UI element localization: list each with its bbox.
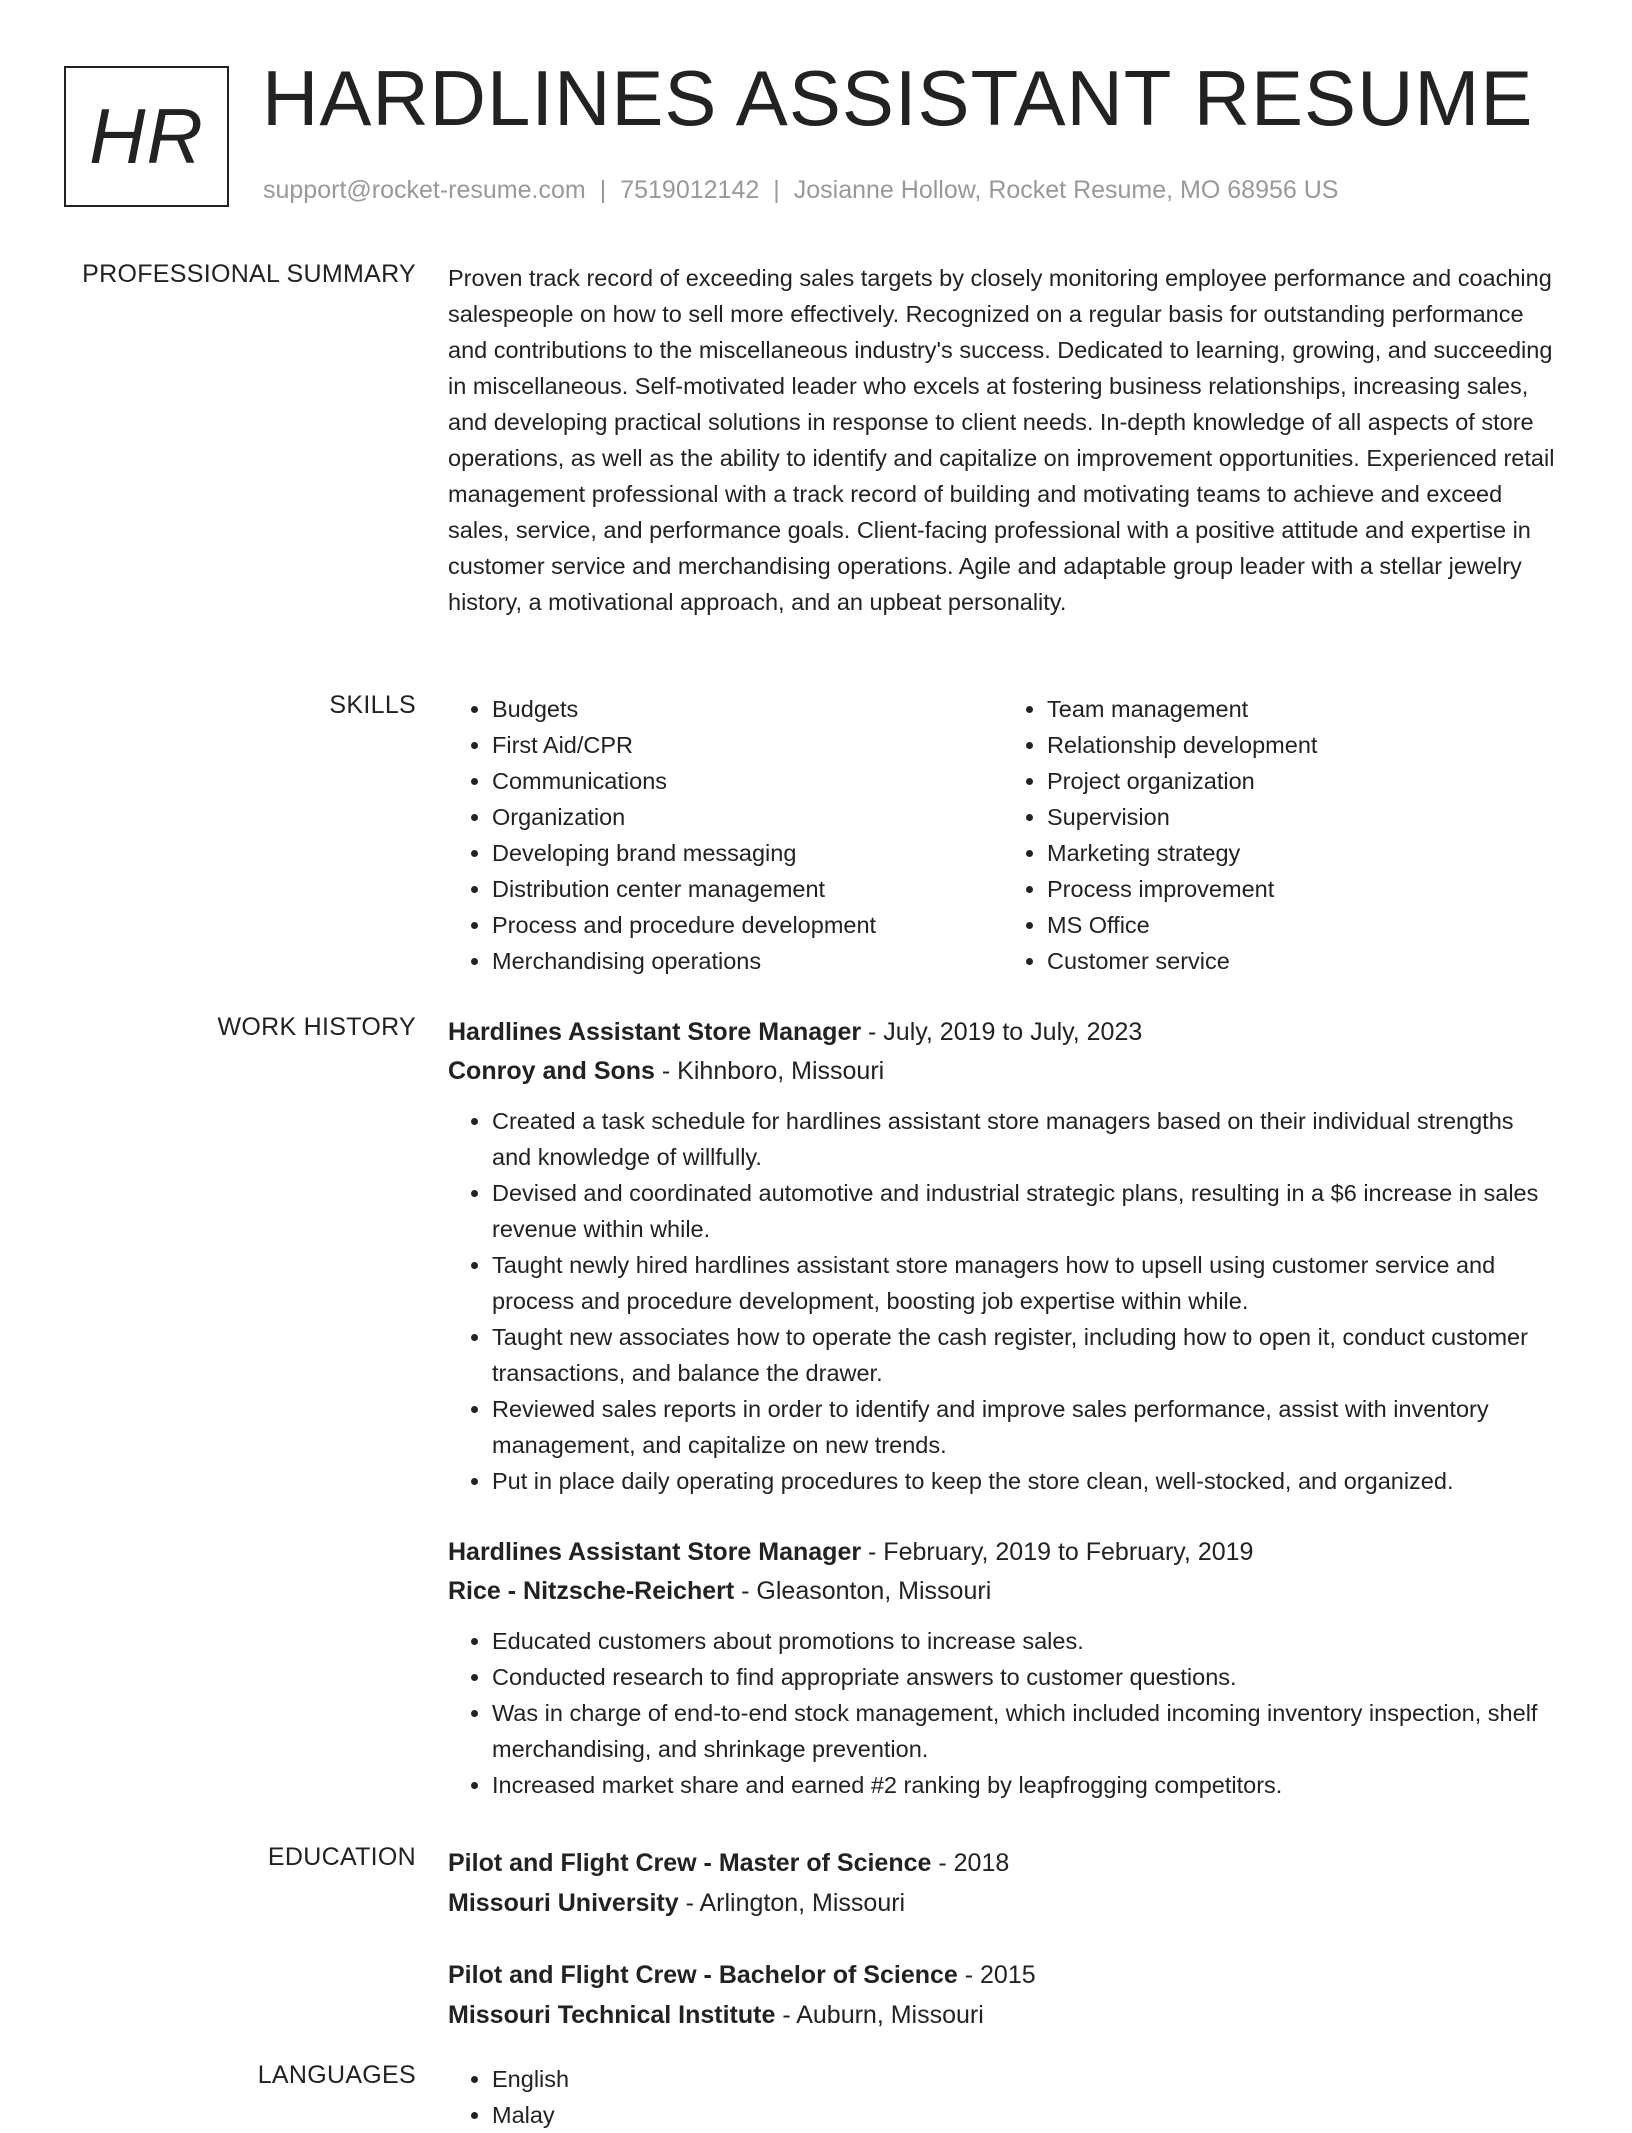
education-entry [448,1843,1558,1923]
job-title: Hardlines Assistant Store Manager [448,1538,862,1566]
skill-item: • Relationship development [1047,727,1558,763]
job-company-line [448,1052,1558,1091]
skills-list-right [1003,691,1558,979]
job-bullet: • Put in place daily operating procedures to keep the store clean, well-stocked, and organized. [492,1463,1558,1499]
section-label-work: WORK HISTORY [217,1013,416,1041]
education-location: - Auburn, Missouri [775,2001,984,2029]
section-label-skills: SKILLS [329,691,416,719]
job-bullet: • Created a task schedule for hardlines assistant store managers based on their individual strengths and knowledge of willfully. [492,1103,1558,1175]
job-bullets [448,1623,1558,1803]
resume-title: HARDLINES ASSISTANT RESUME [262,54,1534,142]
job-bullet: • Educated customers about promotions to increase sales. [492,1623,1558,1659]
job-bullet: • Was in charge of end-to-end stock management, which included incoming inventory inspection, shelf merchandising, and shrinkage prevention. [492,1695,1558,1767]
section-label-languages: LANGUAGES [257,2061,416,2089]
skill-item: • Process and procedure development [492,907,1003,943]
job-entry [448,1013,1558,1499]
skills-list-left [448,691,1003,979]
education-location: - Arlington, Missouri [678,1889,906,1917]
skill-item: • Process improvement [1047,871,1558,907]
skill-item: • Customer service [1047,943,1558,979]
education-degree: Pilot and Flight Crew - Master of Science [448,1849,932,1877]
skill-item: • Communications [492,763,1003,799]
skills-body [448,691,1558,979]
skill-item: • Team management [1047,691,1558,727]
education-degree-line [448,1843,1558,1883]
skill-item: • Marketing strategy [1047,835,1558,871]
education-school-line [448,1995,1558,2035]
monogram-box [64,66,229,207]
skill-item: • Supervision [1047,799,1558,835]
job-bullet: • Reviewed sales reports in order to identify and improve sales performance, assist with inventory management, and capitalize on new trends. [492,1391,1558,1463]
education-degree: Pilot and Flight Crew - Bachelor of Science [448,1961,958,1989]
job-company-line [448,1572,1558,1611]
job-dates: - July, 2019 to July, 2023 [861,1018,1143,1046]
education-degree-line [448,1955,1558,1995]
job-company: Rice - Nitzsche-Reichert [448,1577,735,1605]
job-dates: - February, 2019 to February, 2019 [861,1538,1254,1566]
skill-item: • Developing brand messaging [492,835,1003,871]
contact-separator: | [599,176,607,204]
job-title-line [448,1533,1558,1572]
skill-item: • Distribution center management [492,871,1003,907]
work-body [448,1013,1558,1837]
skill-item: • MS Office [1047,907,1558,943]
education-year: - 2015 [957,1961,1036,1989]
contact-phone: 7519012142 [620,176,760,204]
education-school-line [448,1883,1558,1923]
job-bullet: • Increased market share and earned #2 ranking by leapfrogging competitors. [492,1767,1558,1803]
contact-email: support@rocket-resume.com [263,176,586,204]
job-bullet: • Taught new associates how to operate the cash register, including how to open it, conduct customer transactions, and balance the drawer. [492,1319,1558,1391]
job-location: - Gleasonton, Missouri [734,1577,992,1605]
section-label-education: EDUCATION [267,1843,416,1871]
job-bullet: • Conducted research to find appropriate answers to customer questions. [492,1659,1558,1695]
job-entry [448,1533,1558,1803]
education-school: Missouri Technical Institute [448,2001,776,2029]
summary-text: Proven track record of exceeding sales targets by closely monitoring employee performance and coaching salespeople on how to sell more effectively. Recognized on a regular basis for outstanding performance and contributions to the miscellaneous industry's success. Dedicated to learning, growing, and succeeding in miscellaneous. Self-motivated leader who excels at fostering business relationships, increasing sales, and developing practical solutions in response to client needs. In-depth knowledge of all aspects of store operations, as well as the ability to identify and capitalize on improvement opportunities. Experienced retail management professional with a track record of building and motivating teams to achieve and exceed sales, service, and performance goals. Client-facing professional with a positive attitude and expertise in customer service and merchandising operations. Agile and adaptable group leader with a stellar jewelry history, a motivational approach, and an upbeat personality. [448,265,1555,615]
skill-item: • Budgets [492,691,1003,727]
language-item: • Malay [492,2097,1558,2133]
job-company: Conroy and Sons [448,1057,655,1085]
languages-list [448,2061,1558,2133]
education-body [448,1843,1558,2067]
job-bullets [448,1103,1558,1499]
languages-body [448,2061,1558,2133]
skill-item: • First Aid/CPR [492,727,1003,763]
job-title-line [448,1013,1558,1052]
monogram-initials: HR [89,92,204,180]
section-label-summary: PROFESSIONAL SUMMARY [82,260,416,288]
job-bullet: • Devised and coordinated automotive and industrial strategic plans, resulting in a $6 increase in sales revenue within while. [492,1175,1558,1247]
contact-address: Josianne Hollow, Rocket Resume, MO 68956 US [793,176,1339,204]
job-bullet: • Taught newly hired hardlines assistant store managers how to upsell using customer service and process and procedure development, boosting job expertise within while. [492,1247,1558,1319]
job-title: Hardlines Assistant Store Manager [448,1018,862,1046]
contact-line [263,176,1338,205]
skill-item: • Merchandising operations [492,943,1003,979]
skill-item: • Organization [492,799,1003,835]
education-year: - 2018 [931,1849,1010,1877]
language-item: • English [492,2061,1558,2097]
contact-separator: | [773,176,780,204]
education-school: Missouri University [448,1889,679,1917]
summary-body [448,260,1558,620]
education-entry [448,1955,1558,2035]
skill-item: • Project organization [1047,763,1558,799]
job-location: - Kihnboro, Missouri [654,1057,885,1085]
